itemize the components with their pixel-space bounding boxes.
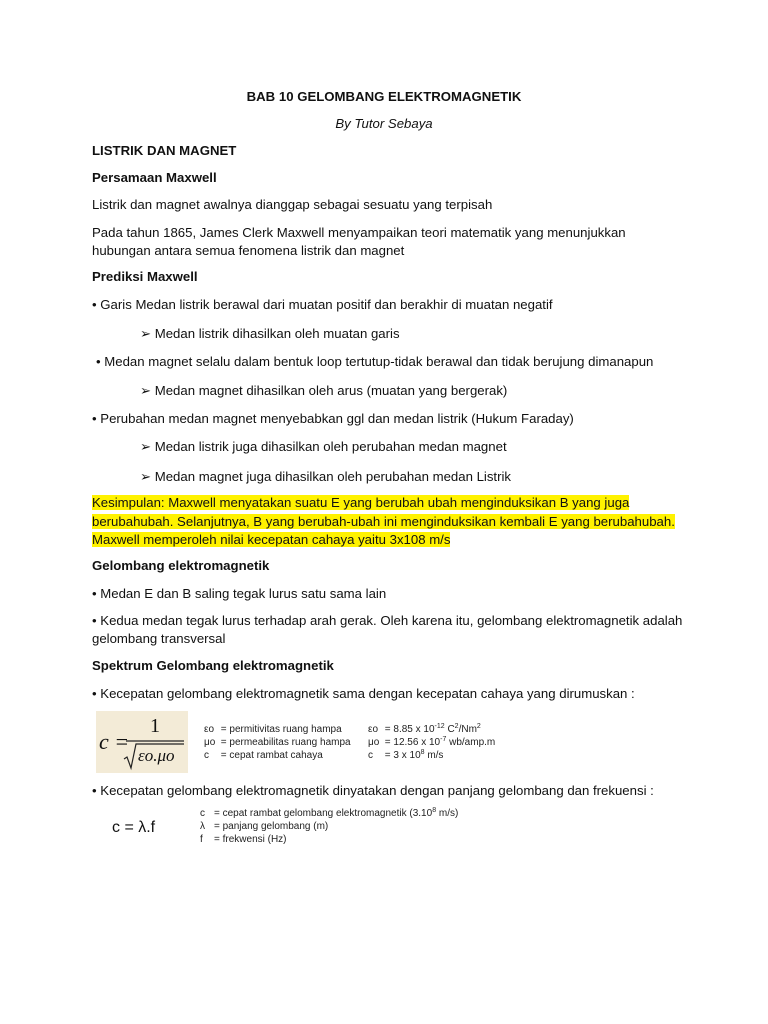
- sub-bullet-item: ➢ Medan magnet dihasilkan oleh arus (muatan yang bergerak): [140, 383, 508, 398]
- heading-persamaan-maxwell: Persamaan Maxwell: [92, 170, 217, 185]
- conclusion-line-2: [92, 513, 675, 531]
- bullet-continuation: gelombang transversal: [92, 631, 226, 646]
- value-text: = 3 x 10: [384, 750, 421, 761]
- legend-frequency: [200, 834, 287, 846]
- heading-spektrum: Spektrum Gelombang elektromagnetik: [92, 658, 334, 673]
- formula-speed-of-light-image: [96, 711, 188, 773]
- exponent: -7: [440, 736, 447, 743]
- legend-light-speed: [204, 750, 323, 762]
- highlighted-text: Maxwell memperoleh nilai kecepatan cahaya yaitu 3x108 m/s: [92, 532, 451, 547]
- value-permitivity: [368, 724, 481, 736]
- symbol-lambda: λ: [200, 821, 205, 832]
- legend-text: = frekwensi (Hz): [214, 834, 287, 845]
- legend-text: = cepat rambat cahaya: [220, 750, 323, 761]
- symbol-epsilon: εo: [204, 724, 215, 735]
- highlighted-text: Kesimpulan: Maxwell menyatakan suatu E yang berubah ubah menginduksikan B yang juga: [92, 495, 630, 510]
- page-title: BAB 10 GELOMBANG ELEKTROMAGNETIK: [246, 89, 522, 104]
- symbol-c: c: [204, 750, 209, 761]
- symbol-mu: μo: [204, 737, 216, 748]
- value-light-speed: [368, 750, 443, 762]
- legend-text: = permitivitas ruang hampa: [220, 724, 342, 735]
- formula-wave-equation: c = λ.f: [112, 819, 156, 836]
- unit-text: wb/amp.m: [446, 737, 496, 748]
- unit-text: /Nm: [458, 724, 477, 735]
- formula-numerator: 1: [150, 715, 160, 737]
- bullet-item: • Kedua medan tegak lurus terhadap arah gerak. Oleh karena itu, gelombang elektromagnetik adalah: [92, 613, 683, 628]
- symbol-epsilon: εo: [368, 724, 379, 735]
- conclusion-line-1: [92, 494, 629, 512]
- exponent: 2: [454, 723, 459, 730]
- formula-lhs: c =: [99, 729, 130, 754]
- sub-bullet-item: ➢ Medan listrik juga dihasilkan oleh perubahan medan magnet: [140, 439, 507, 454]
- value-text: = 12.56 x 10: [384, 737, 441, 748]
- legend-permitivity: [204, 724, 342, 736]
- symbol-c: c: [200, 808, 205, 819]
- author-line: By Tutor Sebaya: [335, 116, 433, 131]
- paragraph-2-line-2: hubungan antara semua fenomena listrik dan magnet: [92, 243, 405, 258]
- bullet-item: • Medan E dan B saling tegak lurus satu sama lain: [92, 586, 387, 601]
- unit-text: C: [444, 724, 455, 735]
- legend-text: = cepat rambat gelombang elektromagnetik (3.10: [214, 808, 433, 819]
- value-permeability: [368, 737, 495, 749]
- legend-text: = permeabilitas ruang hampa: [220, 737, 351, 748]
- bullet-item: • Kecepatan gelombang elektromagnetik sama dengan kecepatan cahaya yang dirumuskan :: [92, 686, 635, 701]
- bullet-item: • Garis Medan listrik berawal dari muatan positif dan berakhir di muatan negatif: [92, 297, 553, 312]
- symbol-f: f: [200, 834, 203, 845]
- exponent: 8: [432, 807, 437, 814]
- exponent: -12: [434, 723, 445, 730]
- section-heading-listrik: LISTRIK DAN MAGNET: [92, 143, 237, 158]
- paragraph-2-line-1: Pada tahun 1865, James Clerk Maxwell menyampaikan teori matematik yang menunjukkan: [92, 225, 626, 240]
- bullet-item: • Kecepatan gelombang elektromagnetik dinyatakan dengan panjang gelombang dan frekuensi :: [92, 783, 654, 798]
- bullet-item: • Medan magnet selalu dalam bentuk loop tertutup-tidak berawal dan tidak berujung dimanapun: [96, 354, 654, 369]
- conclusion-line-3: [92, 531, 450, 549]
- paragraph-1: Listrik dan magnet awalnya dianggap sebagai sesuatu yang terpisah: [92, 197, 493, 212]
- legend-permeability: [204, 737, 351, 749]
- legend-wave-speed: [200, 808, 458, 820]
- heading-prediksi-maxwell: Prediksi Maxwell: [92, 269, 198, 284]
- highlighted-text: berubahubah. Selanjutnya, B yang berubah-ubah ini menginduksikan kembali E yang berubahubah.: [92, 514, 675, 529]
- exponent: 2: [476, 723, 481, 730]
- sub-bullet-item: ➢ Medan listrik dihasilkan oleh muatan garis: [140, 326, 400, 341]
- legend-wavelength: [200, 821, 328, 833]
- symbol-c: c: [368, 750, 373, 761]
- exponent: 8: [420, 749, 425, 756]
- symbol-mu: μo: [368, 737, 380, 748]
- value-text: = 8.85 x 10: [384, 724, 435, 735]
- legend-text: m/s): [436, 808, 459, 819]
- sub-bullet-item: ➢ Medan magnet juga dihasilkan oleh perubahan medan Listrik: [140, 469, 512, 484]
- formula-denominator: εo.μo: [138, 746, 175, 765]
- heading-gelombang: Gelombang elektromagnetik: [92, 558, 270, 573]
- unit-text: m/s: [424, 750, 444, 761]
- bullet-item: • Perubahan medan magnet menyebabkan ggl dan medan listrik (Hukum Faraday): [92, 411, 574, 426]
- legend-text: = panjang gelombang (m): [214, 821, 329, 832]
